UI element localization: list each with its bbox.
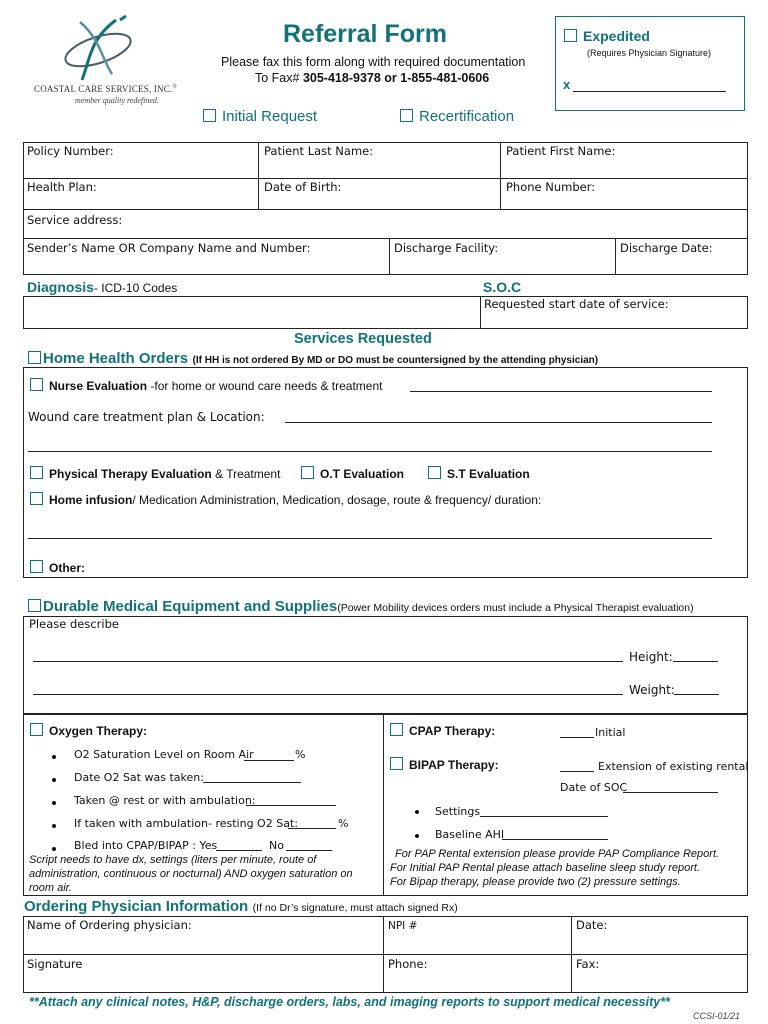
dme-box bbox=[23, 616, 748, 715]
soc-heading: S.O.C bbox=[483, 279, 522, 295]
taken-at-rest-label: Taken @ rest or with ambulation: bbox=[74, 794, 256, 807]
npi-field[interactable]: NPI # bbox=[388, 920, 418, 932]
o2-saturation-label: O2 Saturation Level on Room Air bbox=[74, 748, 254, 761]
oxygen-script-note: Script needs to have dx, settings (liters per minute, route of administration, continuous or nocturnal) AND oxygen saturation on room air. bbox=[29, 854, 353, 894]
dme-description-line-1[interactable] bbox=[33, 661, 623, 662]
cpap-therapy-checkbox[interactable] bbox=[390, 723, 403, 736]
recertification-option[interactable]: Recertification bbox=[400, 108, 514, 125]
page-title: Referral Form bbox=[283, 20, 447, 48]
bled-yes-line[interactable] bbox=[216, 850, 262, 851]
bled-into-label: Bled into CPAP/BIPAP : Yes bbox=[74, 839, 218, 852]
sender-name-field[interactable]: Sender’s Name OR Company Name and Number: bbox=[27, 241, 311, 255]
taken-at-rest-line[interactable] bbox=[246, 805, 336, 806]
logo-company-name: COASTAL CARE SERVICES, INC.® bbox=[34, 84, 178, 94]
initial-request-checkbox[interactable] bbox=[203, 109, 216, 122]
diagnosis-heading: Diagnosis- ICD-10 Codes bbox=[27, 279, 178, 295]
expedited-checkbox-row[interactable] bbox=[564, 28, 650, 44]
expedited-note: (Requires Physician Signature) bbox=[587, 48, 712, 58]
services-requested-heading: Services Requested bbox=[294, 331, 432, 347]
home-infusion-line[interactable] bbox=[28, 538, 712, 539]
pap-note-1: For PAP Rental extension please provide PAP Compliance Report. bbox=[395, 848, 720, 860]
home-health-orders-heading[interactable]: Home Health Orders (If HH is not ordered By MD or DO must be countersigned by the attending physician) bbox=[28, 350, 598, 368]
date-of-birth-field[interactable]: Date of Birth: bbox=[264, 180, 342, 194]
patient-first-name-field[interactable]: Patient First Name: bbox=[506, 144, 616, 158]
physician-heading: Ordering Physician Information (If no Dr’s signature, must attach signed Rx) bbox=[24, 898, 458, 915]
expedited-checkbox[interactable] bbox=[564, 29, 577, 42]
physical-therapy-checkbox[interactable] bbox=[30, 466, 43, 479]
ordering-physician-name-field[interactable]: Name of Ordering physician: bbox=[27, 918, 192, 932]
company-logo bbox=[20, 14, 178, 114]
resting-o2-label: If taken with ambulation- resting O2 Sat: bbox=[74, 817, 298, 830]
wound-care-line[interactable] bbox=[285, 422, 712, 423]
oxygen-therapy-option[interactable]: Oxygen Therapy: bbox=[30, 723, 147, 738]
expedited-label: Expedited bbox=[583, 28, 650, 44]
form-code: CCSI-01/21 bbox=[693, 1011, 741, 1021]
bipap-therapy-option[interactable]: BIPAP Therapy: bbox=[390, 757, 499, 772]
bipap-therapy-checkbox[interactable] bbox=[390, 757, 403, 770]
initial-request-option[interactable]: Initial Request bbox=[203, 108, 317, 125]
physician-phone-field[interactable]: Phone: bbox=[388, 957, 428, 971]
signature-x: x bbox=[563, 77, 571, 92]
recertification-checkbox[interactable] bbox=[400, 109, 413, 122]
nurse-evaluation-checkbox[interactable] bbox=[30, 378, 43, 391]
physician-date-field[interactable]: Date: bbox=[576, 918, 608, 932]
weight-line[interactable] bbox=[674, 694, 719, 695]
oxygen-therapy-checkbox[interactable] bbox=[30, 723, 43, 736]
o2-date-label: Date O2 Sat was taken: bbox=[74, 771, 204, 784]
nurse-evaluation-line[interactable] bbox=[410, 391, 712, 392]
patient-last-name-field[interactable]: Patient Last Name: bbox=[264, 144, 374, 158]
ot-evaluation-option[interactable]: O.T Evaluation bbox=[301, 466, 404, 481]
ot-evaluation-checkbox[interactable] bbox=[301, 466, 314, 479]
cpap-therapy-option[interactable]: CPAP Therapy: bbox=[390, 723, 495, 738]
physician-signature-field[interactable]: Signature bbox=[27, 957, 83, 971]
nurse-evaluation-option[interactable]: Nurse Evaluation -for home or wound care needs & treatment bbox=[30, 378, 382, 393]
physician-fax-field[interactable]: Fax: bbox=[576, 957, 600, 971]
expedited-signature-line[interactable] bbox=[573, 91, 726, 92]
home-infusion-checkbox[interactable] bbox=[30, 492, 43, 505]
cpap-initial-line[interactable] bbox=[560, 737, 594, 738]
please-describe-label: Please describe bbox=[29, 617, 119, 631]
requested-start-date-field[interactable]: Requested start date of service: bbox=[484, 297, 669, 311]
pap-note-2: For Initial PAP Rental please attach baseline sleep study report. bbox=[390, 862, 701, 874]
other-checkbox[interactable] bbox=[30, 560, 43, 573]
baseline-ahi-line[interactable] bbox=[502, 839, 608, 840]
o2-date-line[interactable] bbox=[203, 782, 301, 783]
logo-mark-icon bbox=[20, 14, 170, 84]
wound-care-label: Wound care treatment plan & Location: bbox=[28, 410, 265, 424]
home-infusion-option[interactable]: Home infusion/ Medication Administration, Medication, dosage, route & frequency/ duration: bbox=[30, 492, 541, 507]
settings-line[interactable] bbox=[480, 816, 608, 817]
settings-label: Settings bbox=[435, 805, 481, 818]
st-evaluation-option[interactable]: S.T Evaluation bbox=[428, 466, 530, 481]
phone-number-field[interactable]: Phone Number: bbox=[506, 180, 596, 194]
weight-label: Weight: bbox=[629, 683, 675, 697]
pap-note-3: For Bipap therapy, please provide two (2) pressure settings. bbox=[390, 876, 681, 888]
attach-notes-footer: **Attach any clinical notes, H&P, discharge orders, labs, and imaging reports to support medical necessity** bbox=[29, 995, 670, 1009]
height-line[interactable] bbox=[673, 661, 718, 662]
discharge-date-field[interactable]: Discharge Date: bbox=[620, 241, 713, 255]
wound-care-line-2[interactable] bbox=[28, 451, 712, 452]
dme-checkbox[interactable] bbox=[28, 599, 41, 612]
o2-saturation-line[interactable] bbox=[244, 760, 294, 761]
policy-number-field[interactable]: Policy Number: bbox=[27, 144, 114, 158]
height-label: Height: bbox=[629, 650, 673, 664]
bipap-extension-line[interactable] bbox=[560, 771, 594, 772]
dme-heading[interactable]: Durable Medical Equipment and Supplies(Power Mobility devices orders must include a Physical Therapist evaluation) bbox=[28, 598, 694, 616]
date-of-soc-line[interactable] bbox=[623, 792, 718, 793]
other-option[interactable]: Other: bbox=[30, 560, 85, 575]
baseline-ahi-label: Baseline AHI bbox=[435, 828, 505, 841]
dme-description-line-2[interactable] bbox=[33, 694, 623, 695]
resting-o2-line[interactable] bbox=[288, 828, 336, 829]
st-evaluation-checkbox[interactable] bbox=[428, 466, 441, 479]
expedited-box bbox=[555, 16, 745, 111]
bled-no-line[interactable] bbox=[286, 850, 332, 851]
physical-therapy-option[interactable]: Physical Therapy Evaluation & Treatment bbox=[30, 466, 280, 481]
fax-instruction: Please fax this form along with required documentation bbox=[221, 55, 526, 69]
discharge-facility-field[interactable]: Discharge Facility: bbox=[394, 241, 499, 255]
home-health-checkbox[interactable] bbox=[28, 351, 41, 364]
fax-numbers-line: To Fax# 305-418-9378 or 1-855-481-0606 bbox=[255, 71, 490, 85]
service-address-field[interactable]: Service address: bbox=[27, 213, 123, 227]
logo-tagline: member quality redefined. bbox=[75, 96, 159, 105]
health-plan-field[interactable]: Health Plan: bbox=[27, 180, 97, 194]
